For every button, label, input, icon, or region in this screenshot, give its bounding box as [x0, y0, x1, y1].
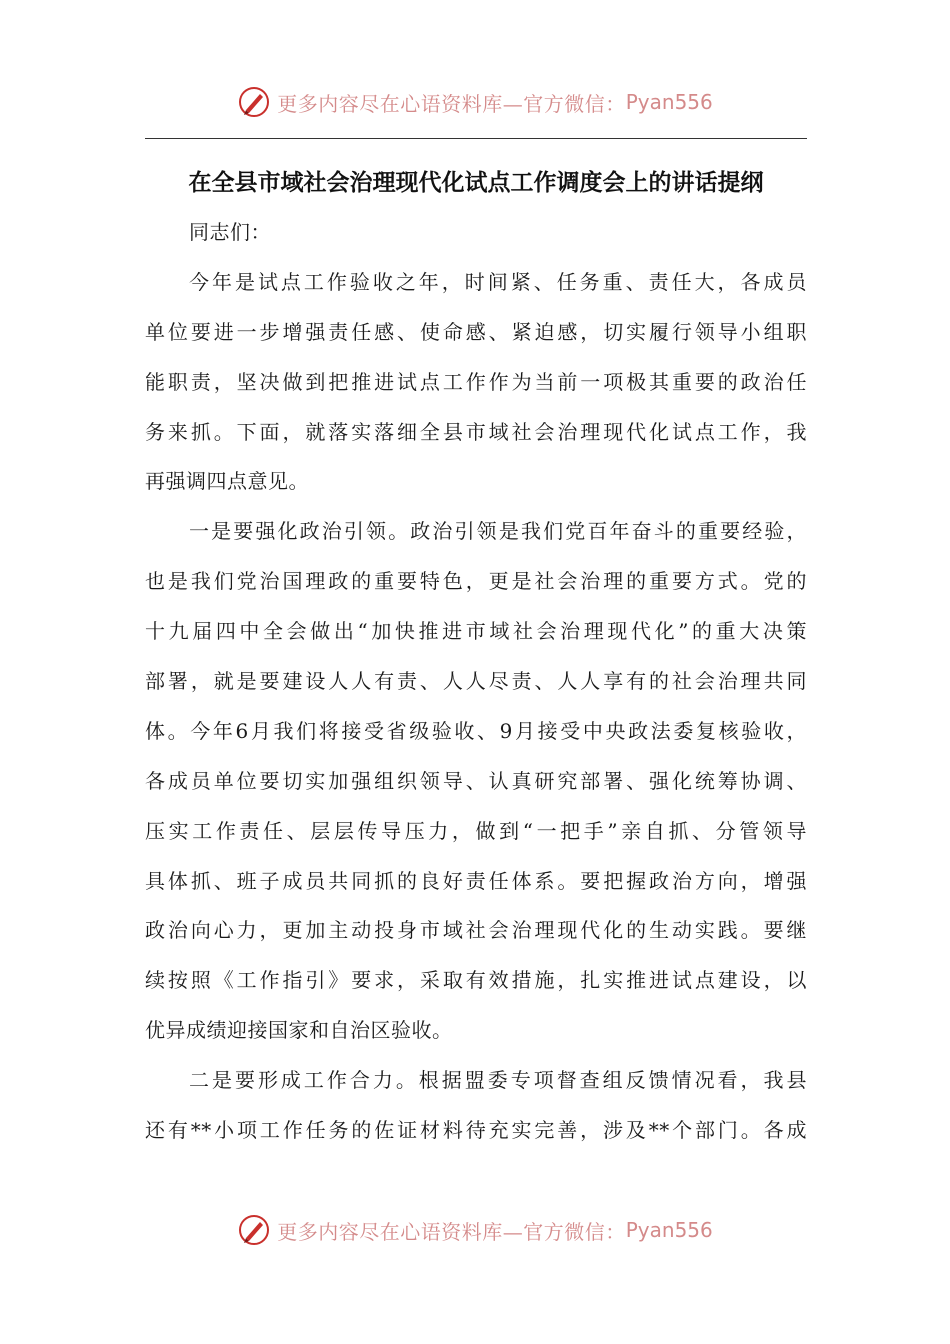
document-body [145, 208, 807, 1156]
body-line: 各成员单位要切实加强组织领导、认真研究部署、强化统筹协调、 [145, 768, 807, 793]
body-line: 今年是试点工作验收之年，时间紧、任务重、责任大，各成员 [189, 269, 807, 294]
body-line: 也是我们党治国理政的重要特色，更是社会治理的重要方式。党的 [145, 569, 807, 594]
header-divider [145, 138, 807, 139]
body-line: 二是要形成工作合力。根据盟委专项督查组反馈情况看，我县 [189, 1068, 807, 1093]
document-title: 在全县市域社会治理现代化试点工作调度会上的讲话提纲 [188, 170, 764, 196]
body-line: 部署，就是要建设人人有责、人人尽责、人人享有的社会治理共同 [145, 669, 807, 694]
body-line: 十九届四中全会做出“加快推进市域社会治理现代化”的重大决策 [145, 619, 807, 644]
watermark-text: 更多内容尽在心语资料库—官方微信： [277, 1219, 626, 1244]
watermark-header [0, 82, 950, 122]
watermark-footer [0, 1210, 950, 1250]
pen-circle-logo-icon [237, 85, 271, 119]
watermark-handle: Pyan556 [625, 1218, 713, 1242]
body-line: 再强调四点意见。 [145, 469, 309, 494]
watermark-handle: Pyan556 [625, 90, 713, 114]
salutation-line: 同志们： [189, 220, 271, 244]
body-line: 政治向心力，更加主动投身市域社会治理现代化的生动实践。要继 [145, 918, 807, 943]
body-line: 还有**小项工作任务的佐证材料待充实完善，涉及**个部门。各成 [145, 1118, 807, 1143]
body-line: 一是要强化政治引领。政治引领是我们党百年奋斗的重要经验， [189, 519, 807, 544]
body-line: 压实工作责任、层层传导压力，做到“一把手”亲自抓、分管领导 [145, 818, 807, 843]
body-line: 能职责，坚决做到把推进试点工作作为当前一项极其重要的政治任 [145, 369, 807, 394]
pen-circle-logo-icon [237, 1213, 271, 1247]
body-line: 具体抓、班子成员共同抓的良好责任体系。要把握政治方向，增强 [145, 868, 807, 893]
body-line: 续按照《工作指引》要求，采取有效措施，扎实推进试点建设，以 [145, 968, 807, 993]
body-line: 单位要进一步增强责任感、使命感、紧迫感，切实履行领导小组职 [145, 319, 807, 344]
body-line: 务来抓。下面，就落实落细全县市域社会治理现代化试点工作，我 [145, 419, 807, 444]
body-line: 优异成绩迎接国家和自治区验收。 [145, 1018, 453, 1043]
watermark-text: 更多内容尽在心语资料库—官方微信： [277, 91, 626, 116]
body-line: 体。今年6月我们将接受省级验收、9月接受中央政法委复核验收， [145, 718, 807, 743]
